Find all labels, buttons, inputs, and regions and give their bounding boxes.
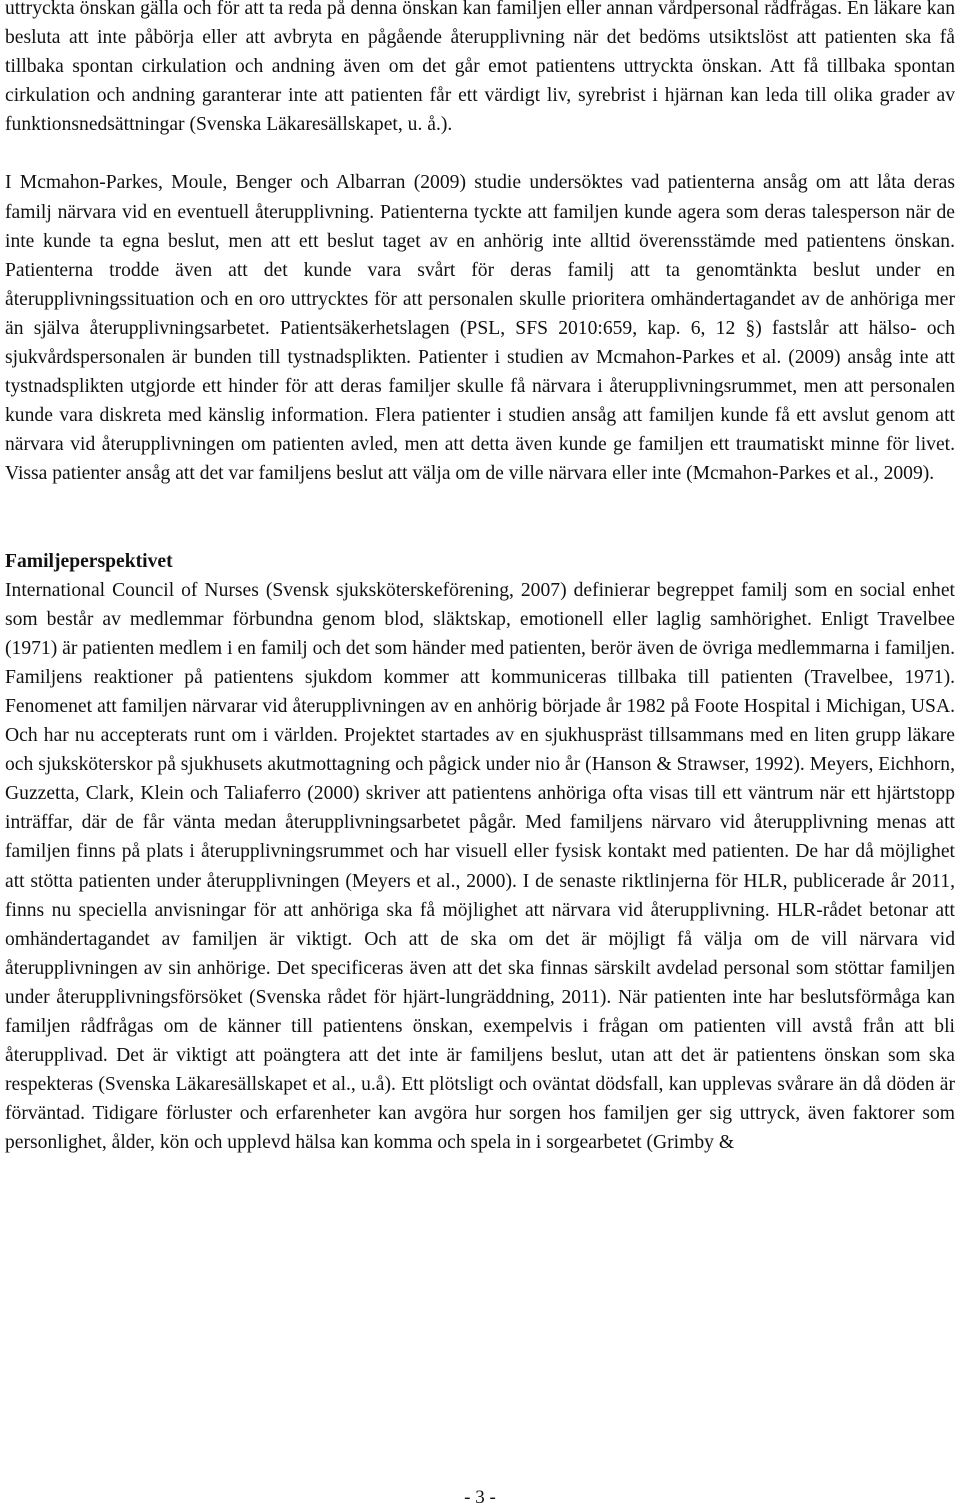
section-spacer bbox=[5, 489, 955, 547]
section-heading: Familjeperspektivet bbox=[5, 550, 173, 572]
body-paragraph-1: uttryckta önskan gälla och för att ta reda på denna önskan kan familjen eller annan vårdpersonal rådfrågas. En läkare kan besluta att inte påbörja eller att avbryta en pågående återupplivning när det bedöms utsiktslöst att patienten ska få tillbaka spontan cirkulation och andning även om det går emot patientens uttryckta önskan. Att få tillbaka spontan cirkulation och andning garanterar inte att patienten får ett värdigt liv, syrebrist i hjärnan kan leda till olika grader av funktionsnedsättningar (Svenska Läkaresällskapet, u. å.). bbox=[5, 0, 955, 136]
body-paragraph-2: I Mcmahon-Parkes, Moule, Benger och Albarran (2009) studie undersöktes vad patienterna ansåg om att låta deras familj närvara vid en eventuell återupplivning. Patienterna tyckte att familjen kunde agera som deras talesperson när de inte kunde ta egna beslut, men att ett beslut taget av en anhörig inte alltid överensstämde med patientens önskan. Patienterna trodde även att det kunde vara svårt för deras familj att ta genomtänkta beslut under en återupplivningssituation och en oro uttrycktes för att personalen skulle prioritera omhändertagandet av de anhöriga mer än själva återupplivningsarbetet. Patientsäkerhetslagen (PSL, SFS 2010:659, kap. 6, 12 §) fastslår att hälso- och sjukvårdspersonalen är bunden till tystnadsplikten. Patienter i studien av Mcmahon-Parkes et al. (2009) ansåg inte att tystnadsplikten utgjorde ett hinder för att deras familjer skulle få närvara i återupplivningsrummet, men att personalen kunde vara diskreta med känslig information. Flera patienter i studien ansåg att familjen kunde få ett avslut genom att närvara vid återupplivningen om patienten avled, men att detta även kunde ge familjen ett traumatiskt minne för livet. Vissa patienter ansåg att det var familjens beslut att välja om de ville närvara eller inte (Mcmahon-Parkes et al., 2009). bbox=[5, 172, 955, 485]
page-number: - 3 - bbox=[464, 1487, 496, 1508]
paragraph-spacer bbox=[5, 139, 955, 168]
document-page bbox=[5, 0, 955, 1157]
section-paragraph: International Council of Nurses (Svensk sjuksköterskeförening, 2007) definierar begreppet familj som en social enhet som består av medlemmar förbundna genom blod, släktskap, emotionell eller laglig samhörighet. Enligt Travelbee (1971) är patienten medlem i en familj och det som händer med patienten, berör även de övriga medlemmarna i familjen. Familjens reaktioner på patientens sjukdom kommer att kommuniceras tillbaka till patienten (Travelbee, 1971). Fenomenet att familjen närvarar vid återupplivningen av en anhörig började år 1982 på Foote Hospital i Michigan, USA. Och har nu accepterats runt om i världen. Projektet startades av en sjukhuspräst tillsammans med en liten grupp läkare och sjuksköterskor på sjukhusets akutmottagning och pågick under nio år (Hanson & Strawser, 1992). Meyers, Eichhorn, Guzzetta, Clark, Klein och Taliaferro (2000) skriver att patientens anhöriga ofta visas till ett väntrum när ett hjärtstopp inträffar, där de får vänta medan återupplivningsarbetet pågår. Med familjens närvaro vid återupplivning menas att familjen finns på plats i återupplivningsrummet och har visuell eller fysisk kontakt med patienten. De har då möjlighet att stötta patienten under återupplivningen (Meyers et al., 2000). I de senaste riktlinjerna för HLR, publicerade år 2011, finns nu speciella anvisningar för att anhöriga ska få möjlighet att närvara vid återupplivning. HLR-rådet betonar att omhändertagandet av familjen är viktigt. Och att de ska om det är möjligt få välja om de vill närvara vid återupplivningen av sin anhörige. Det specificeras även att det ska finnas särskilt avdelad personal som stöttar familjen under återupplivningsförsöket (Svenska rådet för hjärt-lungräddning, 2011). När patienten inte har beslutsförmåga kan familjen rådfrågas om de känner till patientens önskan, exempelvis i frågan om patienten vill avstå från att bli återupplivad. Det är viktigt att poängtera att det inte är familjens beslut, utan att det är patientens önskan som ska respekteras (Svenska Läkaresällskapet et al., u.å). Ett plötsligt och oväntat dödsfall, kan upplevas svårare än då döden är förväntad. Tidigare förluster och erfarenheter kan avgöra hur sorgen hos familjen ger sig uttryck, även faktorer som personlighet, ålder, kön och upplevd hälsa kan komma och spela in i sorgearbetet (Grimby & bbox=[5, 579, 955, 1154]
